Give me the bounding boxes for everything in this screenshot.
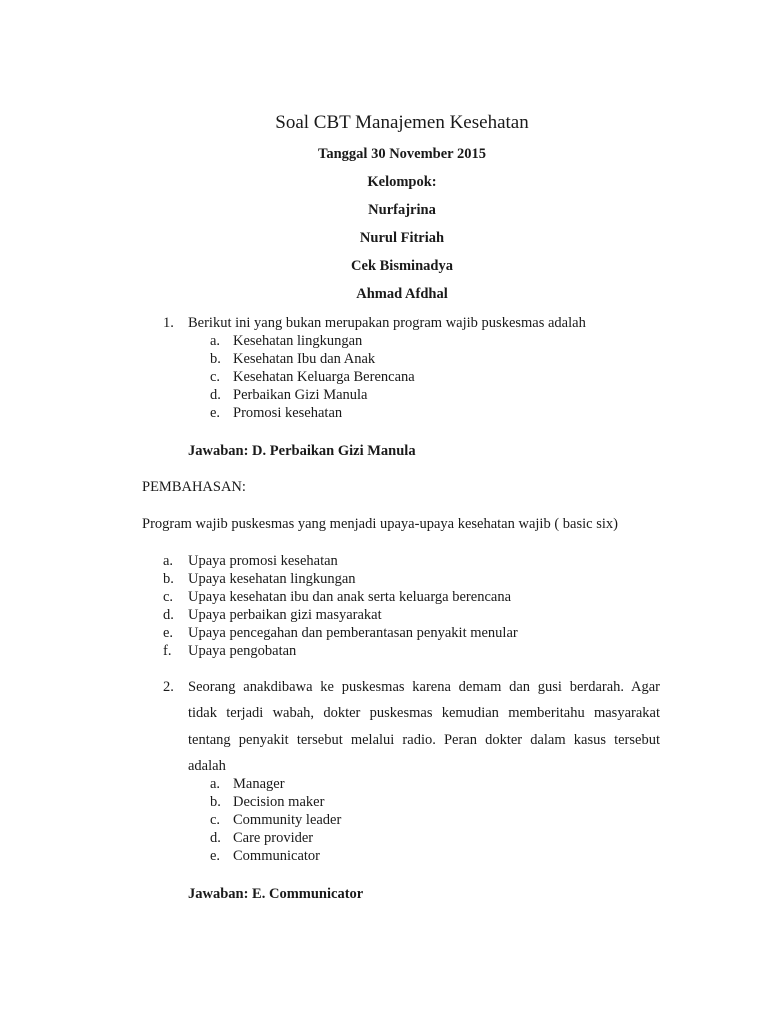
- option-letter: b.: [210, 351, 221, 367]
- question-text-line: tidak terjadi wabah, dokter puskesmas kemudian memberitahu masyarakat: [188, 705, 660, 721]
- option-text: Kesehatan Keluarga Berencana: [233, 369, 415, 385]
- option-letter: a.: [210, 333, 221, 349]
- option-letter: b.: [210, 794, 221, 810]
- list-item: Upaya perbaikan gizi masyarakat: [188, 607, 382, 623]
- list-item: Upaya promosi kesehatan: [188, 553, 338, 569]
- option-text: Kesehatan lingkungan: [233, 333, 363, 349]
- group-member: Nurfajrina: [368, 202, 436, 218]
- option-letter: d.: [210, 830, 221, 846]
- list-item: Upaya pencegahan dan pemberantasan penyakit menular: [188, 625, 518, 641]
- list-letter: b.: [163, 571, 174, 587]
- group-label: Kelompok:: [367, 174, 437, 190]
- group-member: Ahmad Afdhal: [356, 286, 448, 302]
- option-text: Communicator: [233, 848, 320, 864]
- question-text-line: tentang penyakit tersebut melalui radio. Peran dokter dalam kasus tersebut: [188, 732, 660, 748]
- question-text-line: adalah: [188, 758, 226, 774]
- list-letter: e.: [163, 625, 174, 641]
- list-letter: c.: [163, 589, 174, 605]
- option-text: Decision maker: [233, 794, 325, 810]
- document-title: Soal CBT Manajemen Kesehatan: [275, 112, 529, 133]
- list-item: Upaya kesehatan lingkungan: [188, 571, 356, 587]
- list-item: Upaya pengobatan: [188, 643, 297, 659]
- list-letter: d.: [163, 607, 174, 623]
- answer-text: Jawaban: D. Perbaikan Gizi Manula: [188, 443, 416, 459]
- option-letter: c.: [210, 812, 221, 828]
- option-letter: e.: [210, 405, 221, 421]
- option-text: Perbaikan Gizi Manula: [233, 387, 368, 403]
- list-letter: f.: [163, 643, 172, 659]
- list-letter: a.: [163, 553, 174, 569]
- option-letter: a.: [210, 776, 221, 792]
- answer-text: Jawaban: E. Communicator: [188, 886, 364, 902]
- option-text: Promosi kesehatan: [233, 405, 343, 421]
- option-text: Community leader: [233, 812, 342, 828]
- option-text: Care provider: [233, 830, 314, 846]
- option-text: Kesehatan Ibu dan Anak: [233, 351, 376, 367]
- option-letter: d.: [210, 387, 221, 403]
- question-number: 2.: [163, 679, 174, 695]
- option-letter: e.: [210, 848, 221, 864]
- option-letter: c.: [210, 369, 221, 385]
- discussion-intro: Program wajib puskesmas yang menjadi upaya-upaya kesehatan wajib ( basic six): [142, 516, 618, 532]
- question-text: Berikut ini yang bukan merupakan program wajib puskesmas adalah: [188, 315, 586, 331]
- list-item: Upaya kesehatan ibu dan anak serta keluarga berencana: [188, 589, 512, 605]
- question-text-line: Seorang anakdibawa ke puskesmas karena demam dan gusi berdarah. Agar: [188, 679, 660, 695]
- discussion-heading: PEMBAHASAN:: [142, 479, 246, 495]
- option-text: Manager: [233, 776, 285, 792]
- question-number: 1.: [163, 315, 174, 331]
- document-date: Tanggal 30 November 2015: [318, 146, 486, 162]
- group-member: Nurul Fitriah: [359, 230, 445, 246]
- group-member: Cek Bisminadya: [351, 258, 453, 274]
